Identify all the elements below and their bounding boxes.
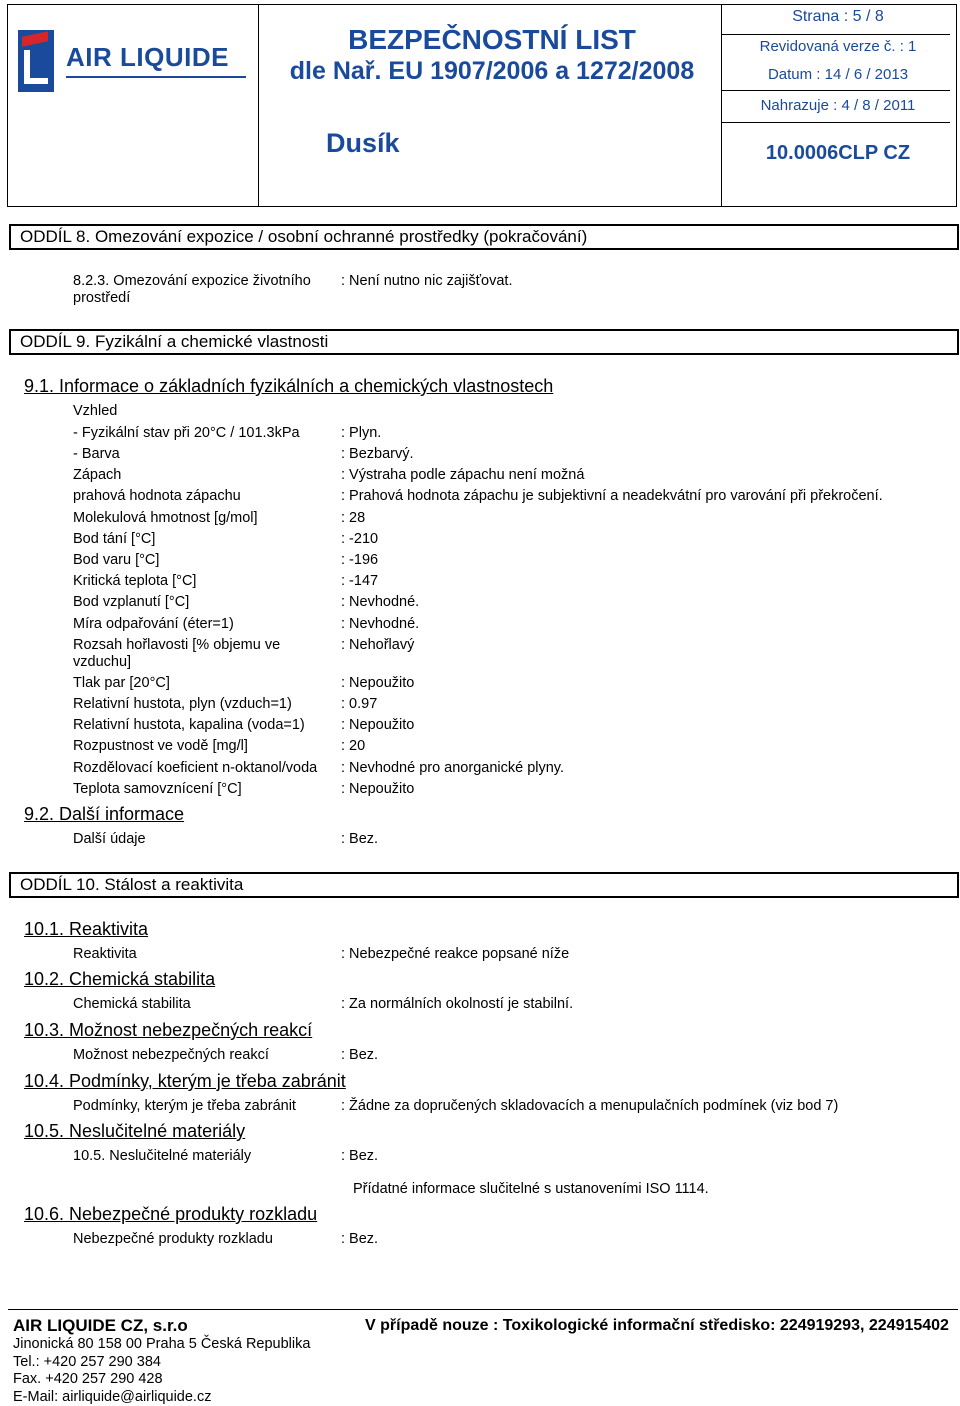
- prop-value: : Plyn.: [341, 425, 382, 441]
- section-9-title: ODDÍL 9. Fyzikální a chemické vlastnosti: [9, 329, 959, 355]
- prop-value: : Výstraha podle zápachu není možná: [341, 467, 585, 483]
- subsection-10-3: 10.3. Možnost nebezpečných reakcí: [24, 1020, 313, 1040]
- subsection-9-2: 9.2. Další informace: [24, 804, 185, 824]
- prop-label: Rozdělovací koeficient n-oktanol/voda: [73, 760, 318, 776]
- prop-value: : -196: [341, 552, 379, 568]
- prop-value: : Prahová hodnota zápachu je subjektivní a neadekvátní pro varování při překročení.: [341, 488, 883, 504]
- prop-label: prahová hodnota zápachu: [73, 488, 241, 504]
- prop-value: : Nepoužito: [341, 781, 415, 797]
- prop-value: : Nevhodné pro anorganické plyny.: [341, 760, 565, 776]
- reactivity-value: : Nebezpečné reakce popsané níže: [341, 946, 570, 962]
- s8-value: : Není nutno nic zajišťovat.: [341, 273, 513, 289]
- prop-label: Teplota samovznícení [°C]: [73, 781, 242, 797]
- section-8-title: ODDÍL 8. Omezování expozice / osobní ochranné prostředky (pokračování): [9, 224, 959, 250]
- prop-label: Rozpustnost ve vodě [mg/l]: [73, 738, 248, 754]
- prop-value: : Bezbarvý.: [341, 446, 414, 462]
- page-number: Strana : 5 / 8: [792, 8, 884, 25]
- header-divider: [258, 5, 259, 206]
- prop-label: Tlak par [20°C]: [73, 675, 170, 691]
- prop-label: - Fyzikální stav při 20°C / 101.3kPa: [73, 425, 300, 441]
- footer-tel: Tel.: +420 257 290 384: [13, 1354, 161, 1370]
- subsection-10-5: 10.5. Neslučitelné materiály: [24, 1121, 246, 1141]
- prop-label: Bod tání [°C]: [73, 531, 156, 547]
- conditions-label: Podmínky, kterým je třeba zabránit: [73, 1098, 296, 1114]
- prop-value: : 28: [341, 510, 366, 526]
- incompatible-label: 10.5. Neslučitelné materiály: [73, 1148, 252, 1164]
- prop-value: : Nehořlavý: [341, 637, 415, 653]
- footer-fax: Fax. +420 257 290 428: [13, 1371, 163, 1387]
- prop-label: Relativní hustota, kapalina (voda=1): [73, 717, 305, 733]
- section-10-title: ODDÍL 10. Stálost a reaktivita: [9, 872, 959, 898]
- prop-value: : -210: [341, 531, 379, 547]
- footer-email: E-Mail: airliquide@airliquide.cz: [13, 1389, 212, 1405]
- other-value: : Bez.: [341, 831, 379, 847]
- revision: Revidovaná verze č. : 1: [759, 38, 917, 55]
- prop-value: : 0.97: [341, 696, 378, 712]
- other-label: Další údaje: [73, 831, 146, 847]
- prop-value: : Nepoužito: [341, 675, 415, 691]
- iso-note: Přídatné informace slučitelné s ustanoveními ISO 1114.: [353, 1181, 709, 1197]
- prop-label: Relativní hustota, plyn (vzduch=1): [73, 696, 292, 712]
- date: Datum : 14 / 6 / 2013: [767, 66, 909, 83]
- incompatible-value: : Bez.: [341, 1148, 379, 1164]
- air-liquide-logo-icon: [18, 30, 54, 92]
- prop-label: vzduchu]: [73, 654, 132, 670]
- conditions-value: : Žádne za dopručených skladovacích a menupulačních podmínek (viz bod 7): [341, 1098, 839, 1114]
- prop-value: : Nevhodné.: [341, 616, 420, 632]
- footer-company: AIR LIQUIDE CZ, s.r.o: [13, 1316, 188, 1335]
- header-divider: [721, 5, 722, 206]
- stability-label: Chemická stabilita: [73, 996, 191, 1012]
- subsection-10-6: 10.6. Nebezpečné produkty rozkladu: [24, 1204, 318, 1224]
- footer-divider: [8, 1309, 958, 1310]
- prop-value: : 20: [341, 738, 366, 754]
- company-logo: [18, 26, 246, 96]
- document-title: BEZPEČNOSTNÍ LIST: [348, 24, 636, 55]
- replaces: Nahrazuje : 4 / 8 / 2011: [760, 97, 916, 114]
- prop-value: : -147: [341, 573, 379, 589]
- prop-label: Rozsah hořlavosti [% objemu ve: [73, 637, 281, 653]
- prop-value: : Nevhodné.: [341, 594, 420, 610]
- subsection-10-4: 10.4. Podmínky, kterým je třeba zabránit: [24, 1071, 346, 1091]
- prop-value: : Nepoužito: [341, 717, 415, 733]
- hazardous-reactions-label: Možnost nebezpečných reakcí: [73, 1047, 269, 1063]
- prop-label: Bod vzplanutí [°C]: [73, 594, 190, 610]
- prop-label: Míra odpařování (éter=1): [73, 616, 234, 632]
- hazardous-reactions-value: : Bez.: [341, 1047, 379, 1063]
- subsection-9-1: 9.1. Informace o základních fyzikálních a chemických vlastnostech: [24, 376, 554, 396]
- document-code: 10.0006CLP CZ: [765, 142, 911, 164]
- subsection-10-2: 10.2. Chemická stabilita: [24, 969, 216, 989]
- decomposition-value: : Bez.: [341, 1231, 379, 1247]
- s8-label-line1: 8.2.3. Omezování expozice životního: [73, 273, 311, 289]
- logo-text: AIR LIQUIDE: [66, 42, 229, 72]
- footer-address: Jinonická 80 158 00 Praha 5 Česká Republika: [13, 1336, 311, 1352]
- emergency-contact: V případě nouze : Toxikologické informační středisko: 224919293, 224915402: [365, 1317, 949, 1334]
- regulation-title: dle Nař. EU 1907/2006 a 1272/2008: [289, 57, 695, 85]
- s8-label-line2: prostředí: [73, 290, 131, 306]
- subsection-10-1: 10.1. Reaktivita: [24, 919, 149, 939]
- stability-value: : Za normálních okolností je stabilní.: [341, 996, 574, 1012]
- prop-label: Kritická teplota [°C]: [73, 573, 197, 589]
- decomposition-label: Nebezpečné produkty rozkladu: [73, 1231, 273, 1247]
- prop-label: Bod varu [°C]: [73, 552, 160, 568]
- product-name: Dusík: [326, 128, 400, 158]
- prop-label: - Barva: [73, 446, 120, 462]
- prop-label: Molekulová hmotnost [g/mol]: [73, 510, 258, 526]
- reactivity-label: Reaktivita: [73, 946, 137, 962]
- prop-label: Zápach: [73, 467, 122, 483]
- appearance-label: Vzhled: [73, 403, 118, 419]
